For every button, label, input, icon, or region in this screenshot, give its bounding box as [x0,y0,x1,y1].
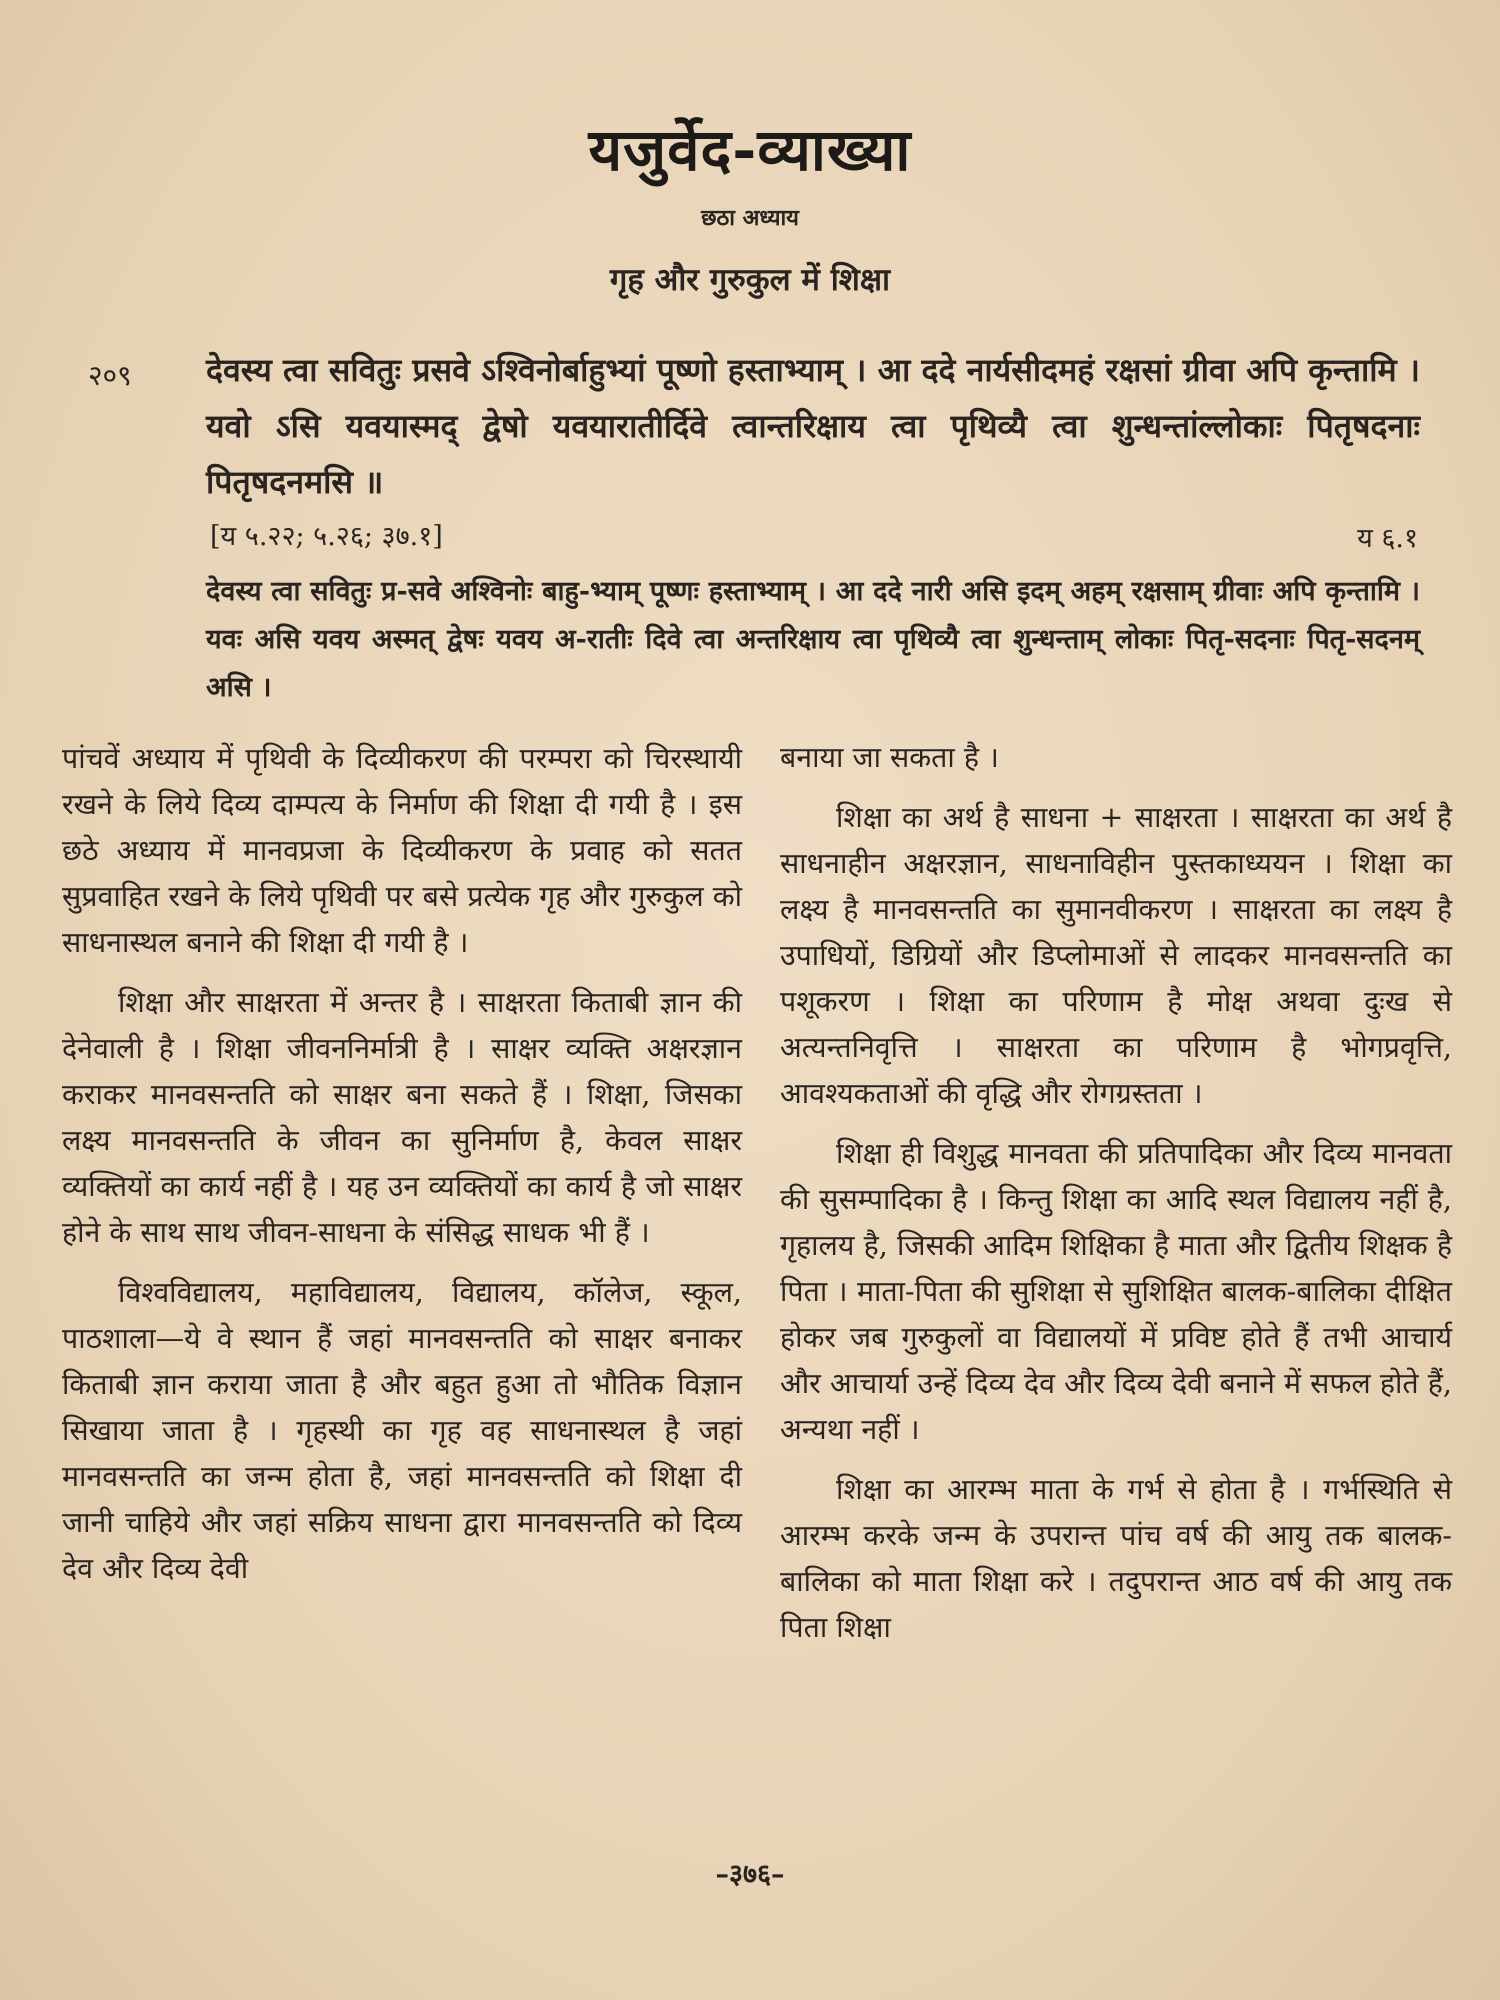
mantra-text: देवस्य त्वा सवितुः प्रसवे ऽश्विनोर्बाहुभ्यां पूष्णो हस्ताभ्याम् । आ ददे नार्यसीदमहं रक्षसां ग्रीवा अपि कृन्तामि । यवो ऽसि यवयास्मद् द्वेषो यवयारातीर्दिवे त्वान्तरिक्षाय त्वा पृथिव्यै त्वा शुन्धन्तांल्लोकाः पितृषदनाः पितृषदनमसि ॥ [206,351,1420,501]
section-title: गृह और गुरुकुल में शिक्षा [609,262,891,298]
paragraph: शिक्षा का अर्थ है साधना + साक्षरता । साक्षरता का अर्थ है साधनाहीन अक्षरज्ञान, साधनाविहीन पुस्तकाध्ययन । शिक्षा का लक्ष्य है मानवसन्तति का सुमानवीकरण । साक्षरता का लक्ष्य है उपाधियों, डिग्रियों और डिप्लोमाओं से लादकर मानवसन्तति का पशूकरण । शिक्षा का परिणाम है मोक्ष अथवा दुःख से अत्यन्तनिवृत्ति । साक्षरता का परिणाम है भोगप्रवृत्ति, आवश्यकताओं की वृद्धि और रोगग्रस्तता । [780,801,1452,1110]
chapter-label: छठा अध्याय [701,205,799,231]
mantra-source-reference: य ६.१ [1357,523,1418,554]
paragraph: शिक्षा ही विशुद्ध मानवता की प्रतिपादिका और दिव्य मानवता की सुसम्पादिका है । किन्तु शिक्षा का आदि स्थल विद्यालय नहीं है, गृहालय है, जिसकी आदिम शिक्षिका है माता और द्वितीय शिक्षक है पिता । माता-पिता की सुशिक्षा से सुशिक्षित बालक-बालिका दीक्षित होकर जब गुरुकुलों वा विद्यालयों में प्रविष्ट होते हैं तभी आचार्य और आचार्या उन्हें दिव्य देव और दिव्य देवी बनाने में सफल होते हैं, अन्यथा नहीं । [780,1137,1452,1446]
page-number: –३७६– [715,1859,785,1890]
mantra-number: २०९ [88,359,132,392]
paragraph: शिक्षा और साक्षरता में अन्तर है । साक्षरता किताबी ज्ञान की देनेवाली है । शिक्षा जीवननिर्मात्री है । साक्षर व्यक्ति अक्षरज्ञान कराकर मानवसन्तति को साक्षर बना सकते हैं । शिक्षा, जिसका लक्ष्य मानवसन्तति के जीवन का सुनिर्माण है, केवल साक्षर व्यक्तियों का कार्य नहीं है । यह उन व्यक्तियों का कार्य है जो साक्षर होने के साथ साथ जीवन-साधना के संसिद्ध साधक भी हैं । [62,986,742,1249]
left-column [62,736,742,1606]
paragraph: शिक्षा का आरम्भ माता के गर्भ से होता है । गर्भस्थिति से आरम्भ करके जन्म के उपरान्त पांच वर्ष की आयु तक बालक-बालिका को माता शिक्षा करे । तदुपरान्त आठ वर्ष की आयु तक पिता शिक्षा [780,1473,1452,1644]
paragraph: पांचवें अध्याय में पृथिवी के दिव्यीकरण की परम्परा को चिरस्थायी रखने के लिये दिव्य दाम्पत्य के निर्माण की शिक्षा दी गयी है । इस छठे अध्याय में मानवप्रजा के दिव्यीकरण के प्रवाह को सतत सुप्रवाहित रखने के लिये पृथिवी पर बसे प्रत्येक गृह और गुरुकुल को साधनास्थल बनाने की शिक्षा दी गयी है । [62,742,742,959]
paragraph: विश्वविद्यालय, महाविद्यालय, विद्यालय, कॉलेज, स्कूल, पाठशाला—ये वे स्थान हैं जहां मानवसन्तति को साक्षर बनाकर किताबी ज्ञान कराया जाता है और बहुत हुआ तो भौतिक विज्ञान सिखाया जाता है । गृहस्थी का गृह वह साधनास्थल है जहां मानवसन्तति का जन्म होता है, जहां मानवसन्तति को शिक्षा दी जानी चाहिये और जहां सक्रिय साधना द्वारा मानवसन्तति को दिव्य देव और दिव्य देवी [62,1276,742,1585]
right-column [780,735,1452,1665]
mantra-references: [य ५.२२; ५.२६; ३७.१] [210,521,443,552]
paragraph: बनाया जा सकता है । [780,741,999,774]
padapatha-text: देवस्य त्वा सवितुः प्र-सवे अश्विनोः बाहु-भ्याम् पूष्णः हस्ताभ्याम् । आ ददे नारी असि इदम् अहम् रक्षसाम् ग्रीवाः अपि कृन्तामि । यवः असि यवय अस्मत् द्वेषः यवय अ-रातीः दिवे त्वा अन्तरिक्षाय त्वा पृथिव्यै त्वा शुन्धन्ताम् लोकाः पितृ-सदनाः पितृ-सदनम् असि । [206,576,1420,703]
page-title: यजुर्वेद-व्याख्या [588,116,912,184]
